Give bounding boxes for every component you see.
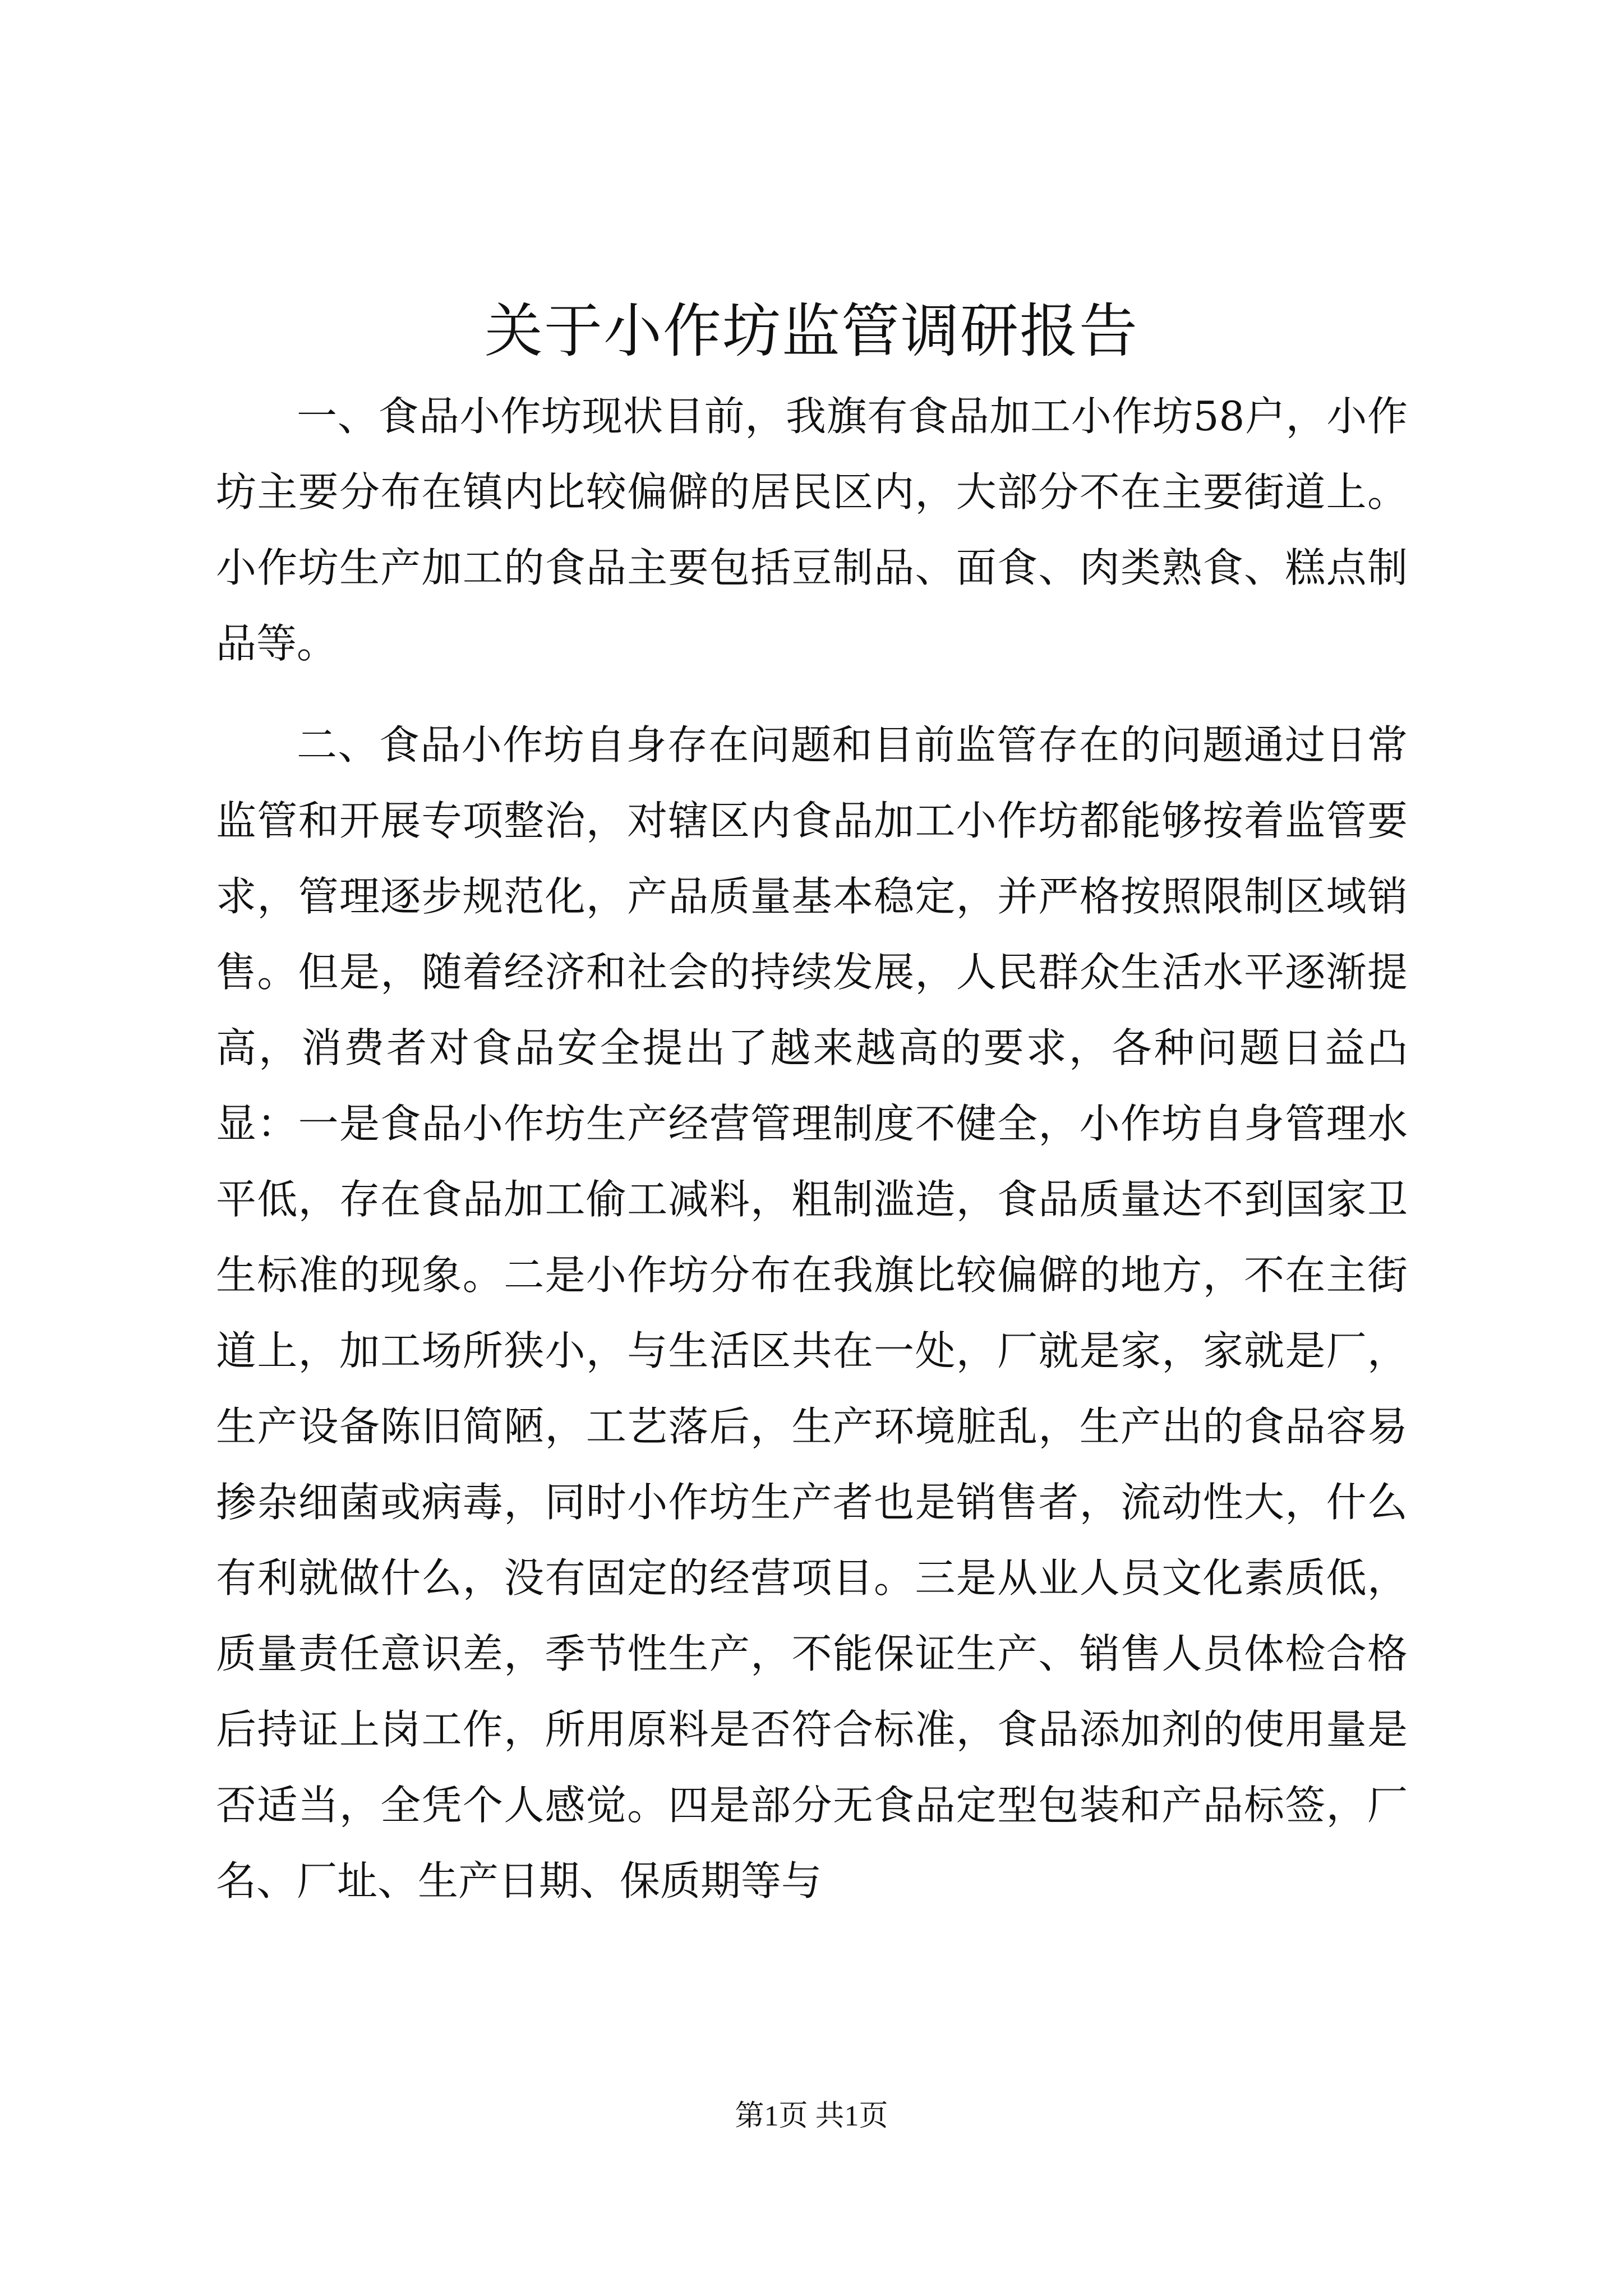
document-title: 关于小作坊监管调研报告: [484, 297, 1138, 365]
document-body: [216, 379, 1408, 1919]
page-footer: 第1页 共1页: [735, 2100, 888, 2132]
paragraph-1: 一、食品小作坊现状目前，我旗有食品加工小作坊58户，小作坊主要分布在镇内比较偏僻的居民区内，大部分不在主要街道上。小作坊生产加工的食品主要包括豆制品、面食、肉类熟食、糕点制品等。: [216, 393, 1408, 667]
paragraph-2: 二、食品小作坊自身存在问题和目前监管存在的问题通过日常监管和开展专项整治，对辖区内食品加工小作坊都能够按着监管要求，管理逐步规范化，产品质量基本稳定，并严格按照限制区域销售。但是，随着经济和社会的持续发展，人民群众生活水平逐渐提高，消费者对食品安全提出了越来越高的要求，各种问题日益凸显：一是食品小作坊生产经营管理制度不健全，小作坊自身管理水平低，存在食品加工偷工减料，粗制滥造，食品质量达不到国家卫生标准的现象。二是小作坊分布在我旗比较偏僻的地方，不在主街道上，加工场所狭小，与生活区共在一处，厂就是家，家就是厂，生产设备陈旧简陋，工艺落后，生产环境脏乱，生产出的食品容易掺杂细菌或病毒，同时小作坊生产者也是销售者，流动性大，什么有利就做什么，没有固定的经营项目。三是从业人员文化素质低，质量责任意识差，季节性生产，不能保证生产、销售人员体检合格后持证上岗工作，所用原料是否符合标准，食品添加剂的使用量是否适当，全凭个人感觉。四是部分无食品定型包装和产品标签，厂名、厂址、生产日期、保质期等与: [216, 721, 1408, 1904]
